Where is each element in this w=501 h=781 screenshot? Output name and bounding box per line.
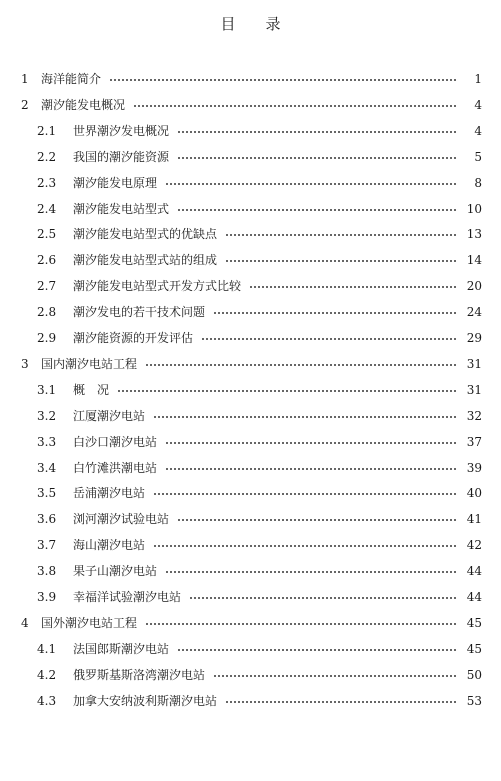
dot-leader [153, 416, 456, 418]
toc-entry-number: 3.4 [37, 460, 57, 475]
toc-entry[interactable] [0, 276, 501, 296]
toc-entry-number: 2.9 [37, 331, 57, 345]
dot-leader [201, 338, 456, 340]
toc-entry-number: 3.7 [37, 538, 57, 553]
toc-entry[interactable] [0, 380, 501, 400]
toc-entry-title: 海洋能简介 [41, 72, 102, 86]
dot-leader [177, 131, 456, 133]
toc-entry-number: 3.5 [37, 486, 57, 501]
toc-entry[interactable] [0, 483, 501, 503]
toc-entry-number: 2.4 [37, 201, 57, 216]
toc-entry-number: 2.8 [37, 305, 57, 320]
toc-entry[interactable] [0, 95, 501, 115]
dot-leader [177, 519, 456, 521]
toc-entry-number: 3.1 [37, 382, 57, 397]
toc-entry-page-number: 50 [466, 667, 482, 682]
dot-leader [225, 701, 456, 703]
dot-leader [213, 675, 456, 677]
toc-entry-number: 4 [21, 615, 29, 630]
toc-entry[interactable] [0, 121, 501, 141]
dot-leader [177, 209, 456, 211]
toc-entry-page-number: 1 [474, 72, 482, 86]
toc-entry-number: 3.9 [37, 590, 57, 604]
toc-entry-number: 4.2 [37, 667, 57, 682]
toc-entry-number: 2.5 [37, 227, 57, 242]
toc-entry-title: 我国的潮汐能资源 [73, 149, 170, 164]
toc-entry-title: 国外潮汐电站工程 [41, 615, 138, 630]
toc-entry-page-number: 53 [466, 693, 482, 708]
dot-leader [109, 79, 456, 81]
toc-entry-page-number: 14 [466, 253, 482, 268]
dot-leader [213, 312, 456, 314]
toc-entry[interactable] [0, 302, 501, 322]
toc-entry-title: 岳浦潮汐电站 [73, 486, 146, 501]
toc-entry[interactable] [0, 250, 501, 270]
toc-entry-number: 1 [21, 72, 29, 86]
toc-entry-page-number: 4 [474, 123, 482, 138]
toc-entry-title: 浏河潮汐试验电站 [73, 512, 170, 527]
toc-entry-page-number: 39 [466, 460, 482, 475]
toc-entry[interactable] [0, 639, 501, 659]
toc-entry-page-number: 42 [466, 538, 482, 553]
toc-entry-number: 2.2 [37, 149, 57, 164]
dot-leader [165, 183, 456, 185]
toc-entry-page-number: 10 [466, 201, 482, 216]
toc-entry-title: 潮汐能发电概况 [41, 97, 126, 112]
toc-entry-page-number: 8 [474, 175, 482, 190]
toc-entry-title: 白沙口潮汐电站 [73, 434, 158, 449]
toc-entry-number: 2 [21, 97, 29, 112]
toc-entry-page-number: 5 [474, 149, 482, 164]
dot-leader [133, 105, 456, 107]
toc-entry-page-number: 24 [466, 305, 482, 320]
toc-entry-title: 潮汐能发电原理 [73, 175, 158, 190]
toc-entry-page-number: 45 [466, 641, 482, 656]
toc-entry-page-number: 31 [466, 356, 482, 371]
toc-entry[interactable] [0, 406, 501, 426]
dot-leader [177, 649, 456, 651]
toc-entry-title: 世界潮汐发电概况 [73, 123, 170, 138]
toc-entry-title: 白竹滩洪潮电站 [73, 460, 158, 475]
toc-entry-page-number: 4 [474, 97, 482, 112]
toc-entry-title: 江厦潮汐电站 [73, 408, 146, 423]
dot-leader [177, 157, 456, 159]
toc-entry[interactable] [0, 665, 501, 685]
toc-entry-number: 4.1 [37, 641, 57, 656]
toc-entry-title: 海山潮汐电站 [73, 538, 146, 553]
toc-entry-number: 2.1 [37, 123, 57, 138]
toc-entry-title: 潮汐能发电站型式站的组成 [73, 253, 218, 268]
toc-entry[interactable] [0, 509, 501, 529]
toc-entry[interactable] [0, 199, 501, 219]
dot-leader [117, 390, 456, 392]
dot-leader [165, 468, 456, 470]
toc-entry-page-number: 40 [466, 486, 482, 501]
title-char-1: 目 [220, 15, 236, 33]
toc-entry-number: 2.7 [37, 279, 57, 294]
dot-leader [145, 364, 456, 366]
dot-leader [225, 234, 456, 236]
toc-entry-page-number: 45 [466, 615, 482, 630]
toc-entry-page-number: 37 [466, 434, 482, 449]
toc-entry-page-number: 44 [466, 564, 482, 579]
toc-entry-page-number: 13 [466, 227, 482, 242]
toc-entry-page-number: 44 [466, 590, 482, 604]
toc-entry-title: 幸福洋试验潮汐电站 [73, 590, 182, 604]
toc-entry-title: 俄罗斯基斯洛湾潮汐电站 [73, 667, 206, 682]
toc-entry-page-number: 41 [466, 512, 482, 527]
toc-entry[interactable] [0, 354, 501, 374]
dot-leader [165, 571, 456, 573]
dot-leader [225, 260, 456, 262]
dot-leader [249, 286, 456, 288]
toc-entry-number: 3.3 [37, 434, 57, 449]
dot-leader [145, 623, 456, 625]
toc-entry[interactable] [0, 535, 501, 555]
toc-entry-number: 3 [21, 356, 29, 371]
toc-entry-page-number: 29 [466, 331, 482, 345]
dot-leader [165, 442, 456, 444]
toc-entry-page-number: 20 [466, 279, 482, 294]
title-char-2: 录 [265, 15, 281, 33]
toc-entry-page-number: 32 [466, 408, 482, 423]
toc-entry[interactable] [0, 561, 501, 581]
toc-entry-title: 法国郎斯潮汐电站 [73, 641, 170, 656]
toc-entry[interactable] [0, 613, 501, 633]
toc-entry-number: 3.2 [37, 408, 57, 423]
toc-entry-title: 果子山潮汐电站 [73, 564, 158, 579]
toc-entry[interactable] [0, 224, 501, 244]
toc-entry[interactable] [0, 69, 501, 89]
toc-entry-number: 4.3 [37, 693, 57, 708]
dot-leader [189, 597, 456, 599]
toc-entry-number: 2.6 [37, 253, 57, 268]
toc-entry-number: 2.3 [37, 175, 57, 190]
toc-entry[interactable] [0, 173, 501, 193]
toc-entry-title: 加拿大安纳波利斯潮汐电站 [73, 693, 218, 708]
toc-entry[interactable] [0, 587, 501, 607]
toc-entry-title: 概 况 [73, 382, 110, 397]
toc-entry-title: 潮汐发电的若干技术问题 [73, 305, 206, 320]
toc-entry[interactable] [0, 432, 501, 452]
toc-entry-title: 国内潮汐电站工程 [41, 356, 138, 371]
toc-entry-title: 潮汐能发电站型式 [73, 201, 170, 216]
toc-entry-number: 3.6 [37, 512, 57, 527]
toc-entry[interactable] [0, 458, 501, 478]
toc-entry[interactable] [0, 691, 501, 711]
toc-entry-title: 潮汐能发电站型式开发方式比较 [73, 279, 242, 294]
toc-entry-title: 潮汐能发电站型式的优缺点 [73, 227, 218, 242]
page-title [0, 13, 501, 34]
toc-entry[interactable] [0, 328, 501, 348]
dot-leader [153, 545, 456, 547]
toc-entry-number: 3.8 [37, 564, 57, 579]
toc-entry-title: 潮汐能资源的开发评估 [73, 331, 194, 345]
toc-entry[interactable] [0, 147, 501, 167]
dot-leader [153, 493, 456, 495]
toc-entry-page-number: 31 [466, 382, 482, 397]
